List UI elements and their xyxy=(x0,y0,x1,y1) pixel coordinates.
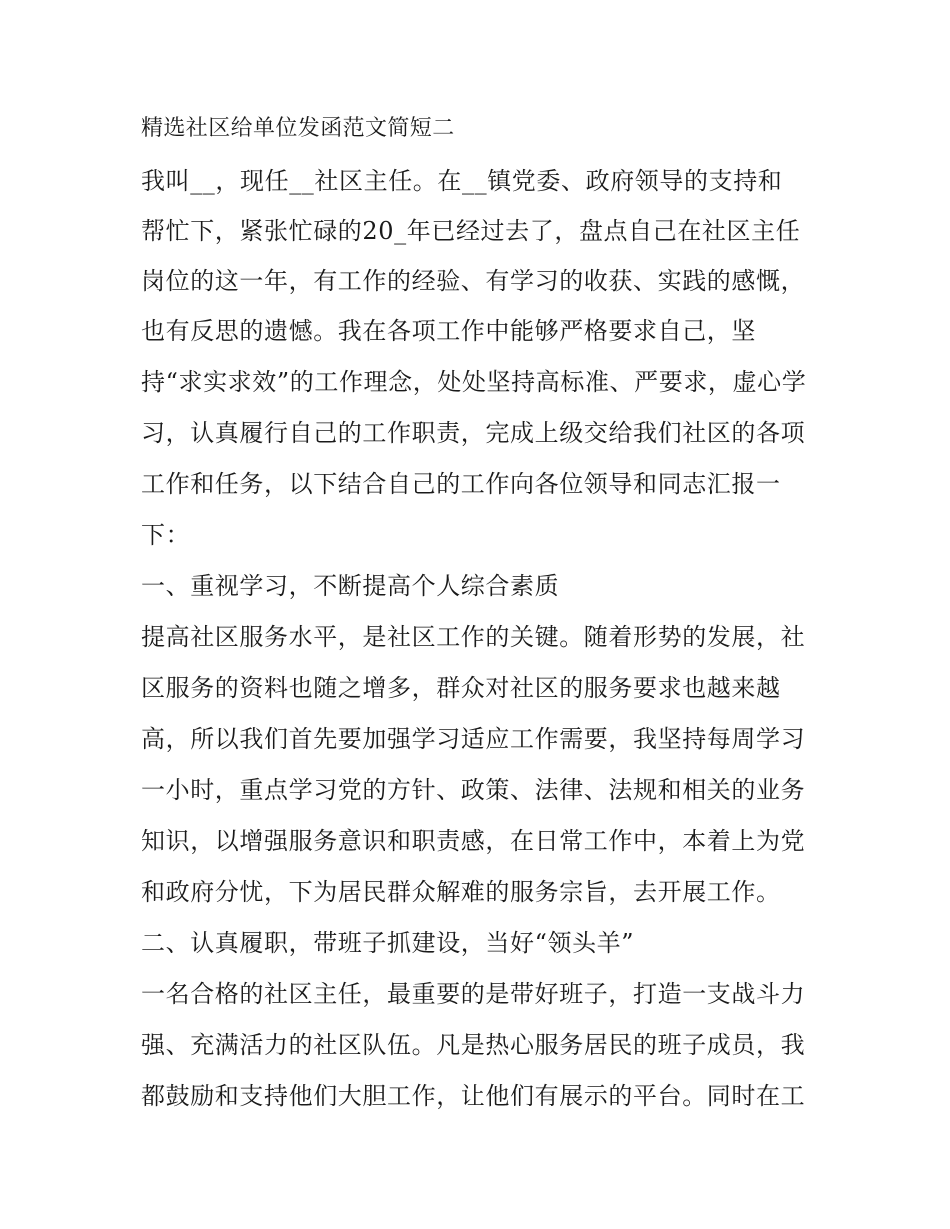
text-line: 强、充满活力的社区队伍。凡是热心服务居民的班子成员，我 xyxy=(141,1031,806,1059)
text-line: 岗位的这一年，有工作的经验、有学习的收获、实践的感慨， xyxy=(141,267,806,295)
text-line: 高，所以我们首先要加强学习适应工作需要，我坚持每周学习 xyxy=(141,725,806,753)
text-line: 下： xyxy=(141,521,191,549)
text-line: 也有反思的遗憾。我在各项工作中能够严格要求自己，坚 xyxy=(141,317,756,345)
text-line: 提高社区服务水平，是社区工作的关键。随着形势的发展，社 xyxy=(141,623,806,651)
text-line: 工作和任务，以下结合自己的工作向各位领导和同志汇报一 xyxy=(141,470,781,498)
section-heading-2: 二、认真履职，带班子抓建设，当好“领头羊” xyxy=(141,929,635,957)
text-line: 习，认真履行自己的工作职责，完成上级交给我们社区的各项 xyxy=(141,419,806,447)
document-title: 精选社区给单位发函范文简短二 xyxy=(141,116,455,141)
text-line: 帮忙下，紧张忙碌的20_年已经过去了，盘点自己在社区主任 xyxy=(141,217,801,245)
section-heading-1: 一、重视学习，不断提高个人综合素质 xyxy=(141,572,560,600)
text-line: 都鼓励和支持他们大胆工作，让他们有展示的平台。同时在工 xyxy=(141,1082,806,1110)
text-line: 知识，以增强服务意识和职责感，在日常工作中，本着上为党 xyxy=(141,827,806,855)
text-line: 区服务的资料也随之增多，群众对社区的服务要求也越来越 xyxy=(141,674,781,702)
text-line: 一小时，重点学习党的方针、政策、法律、法规和相关的业务 xyxy=(141,776,806,804)
text-line: 和政府分忧，下为居民群众解难的服务宗旨，去开展工作。 xyxy=(141,878,781,906)
text-line: 一名合格的社区主任，最重要的是带好班子，打造一支战斗力 xyxy=(141,980,806,1008)
text-line: 持“求实求效”的工作理念，处处坚持高标准、严要求，虚心学 xyxy=(141,368,807,396)
text-line: 我叫__，现任__社区主任。在__镇党委、政府领导的支持和 xyxy=(141,167,783,195)
